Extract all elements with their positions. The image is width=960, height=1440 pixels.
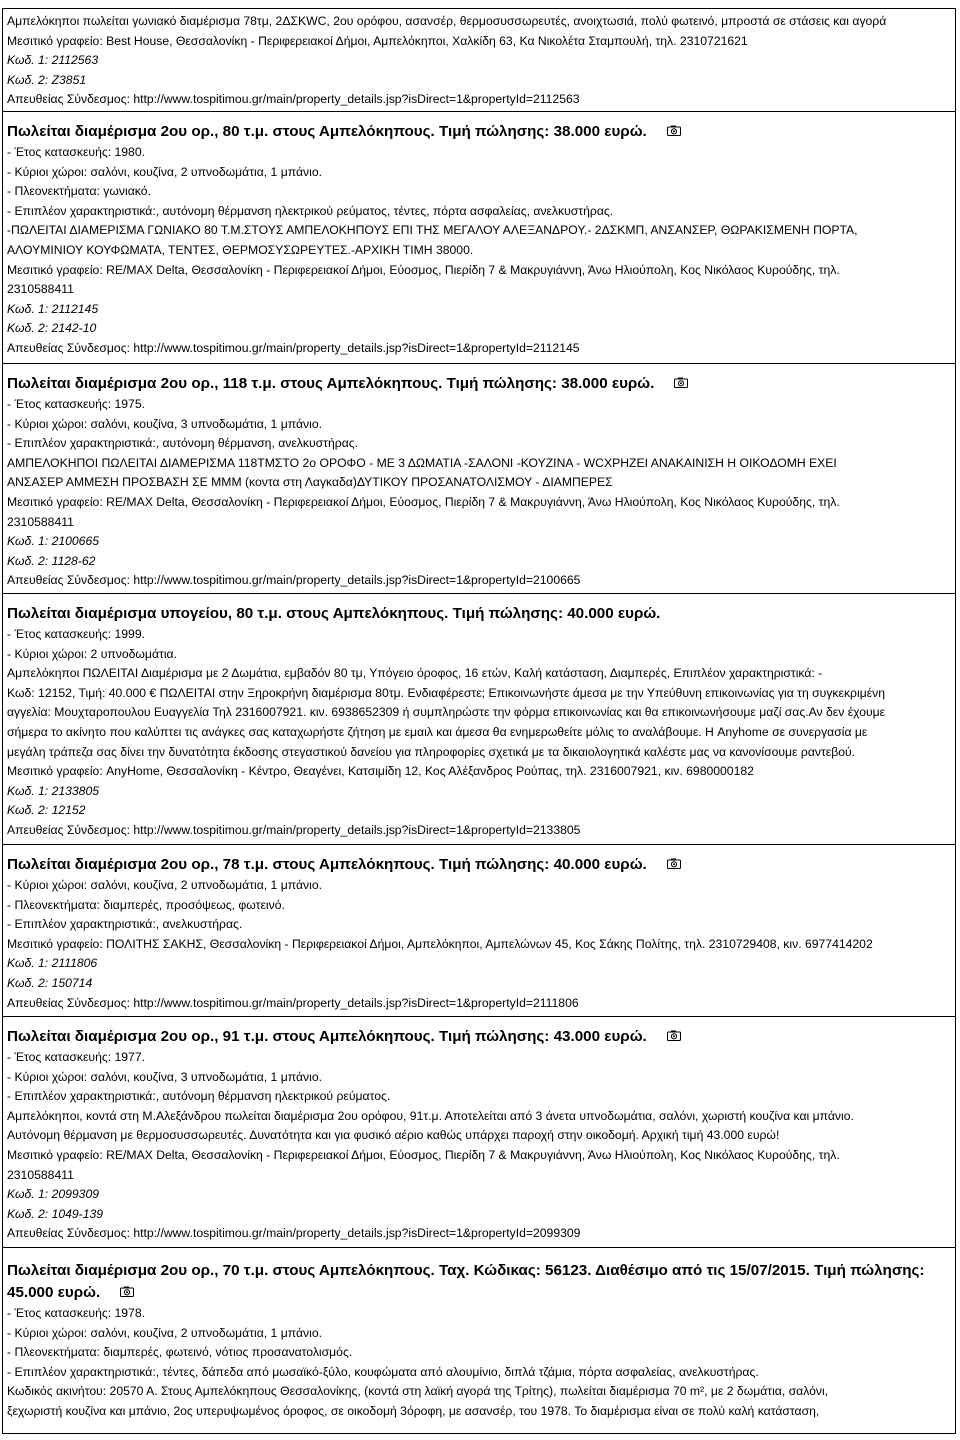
description-line: μεγάλη τράπεζα σας δίνει την δυνατότητα έκδοσης στεγαστικού δανείου για πληροφορίες σχετικά με τα δικαιολογητικά καλέστε μας να κανονίσουμε ραντεβού. xyxy=(7,744,856,759)
detail-line: - Κύριοι χώροι: 2 υπνοδωμάτια. xyxy=(7,646,177,661)
detail-line: - Πλεονεκτήματα: διαμπερές, φωτεινό, νότιος προσανατολισμός. xyxy=(7,1345,353,1360)
direct-link[interactable]: Απευθείας Σύνδεσμος: http://www.tospitimou.gr/main/property_details.jsp?isDirect=1&propertyId=2100665 xyxy=(7,573,581,588)
detail-line: - Επιπλέον χαρακτηριστικά:, ανελκυστήρας. xyxy=(7,917,243,932)
code-2: Κωδ. 2: 2142-10 xyxy=(7,321,97,336)
listing-title-text[interactable]: Πωλείται διαμέρισμα 2ου ορ., 91 τ.μ. στους Αμπελόκηπους. Τιμή πώλησης: 43.000 ευρώ. xyxy=(7,1028,647,1045)
code-1: Κωδ. 1: 2111806 xyxy=(7,956,98,971)
detail-line: - Επιπλέον χαρακτηριστικά:, αυτόνομη θέρμανση ηλεκτρικού ρεύματος, τέντες, πόρτα ασφαλείας, ανελκυστήρας. xyxy=(7,203,614,218)
agency-info: Μεσιτικό γραφείο: Best House, Θεσσαλονίκη - Περιφερειακοί Δήμοι, Αμπελόκηποι, Χαλκίδη 63, Κα Νικολέτα Σταμπουλή, τηλ. 2310721621 xyxy=(7,33,748,48)
listing-title-text[interactable]: Πωλείται διαμέρισμα 2ου ορ., 70 τ.μ. στους Αμπελόκηπους. Ταχ. Κώδικας: 56123. Διαθέσιμο από τις 15/07/2015. Τιμή πώλησης: 45.000 ευρώ. xyxy=(7,1262,925,1301)
code-2: Κωδ. 2: 1049-139 xyxy=(7,1206,104,1221)
detail-line: - Έτος κατασκευής: 1999. xyxy=(7,627,145,641)
agency-info: Μεσιτικό γραφείο: RE/MAX Delta, Θεσσαλονίκη - Περιφερειακοί Δήμοι, Εύοσμος, Πιερίδη 7 & Μακρυγιάννη, Άνω Ηλιούπολη, Κος Νικόλαος Κυρούδης, τηλ. xyxy=(7,262,840,277)
camera-icon[interactable] xyxy=(674,377,688,387)
description-line: αγγελία: Μουχταροπουλου Ευαγγελία Τηλ 2316007921. κιν. 6938652309 ή συμπληρώστε την φόρμα επικοινωνίας και θα επικοινωνήσουμε μαζί σας.Αν δεν έχουμε xyxy=(7,705,886,720)
agency-info: 2310588411 xyxy=(7,1167,74,1182)
detail-line: - Επιπλέον χαρακτηριστικά:, αυτόνομη θέρμανση ηλεκτρικού ρεύματος. xyxy=(7,1089,391,1104)
direct-link[interactable]: Απευθείας Σύνδεσμος: http://www.tospitimou.gr/main/property_details.jsp?isDirect=1&propertyId=2099309 xyxy=(7,1226,581,1241)
direct-link[interactable]: Απευθείας Σύνδεσμος: http://www.tospitimou.gr/main/property_details.jsp?isDirect=1&propertyId=2112563 xyxy=(7,92,580,107)
detail-line: - Έτος κατασκευής: 1977. xyxy=(7,1050,145,1064)
detail-line: - Πλεονεκτήματα: διαμπερές, προσόψεως, φωτεινό. xyxy=(7,897,285,912)
detail-line: - Πλεονεκτήματα: γωνιακό. xyxy=(7,184,151,199)
code-2: Κωδ. 2: 150714 xyxy=(7,975,93,990)
direct-link[interactable]: Απευθείας Σύνδεσμος: http://www.tospitimou.gr/main/property_details.jsp?isDirect=1&propertyId=2111806 xyxy=(7,995,579,1010)
description-line: ΑΜΠΕΛΟΚΗΠΟΙ ΠΩΛΕΙΤΑΙ ΔΙΑΜΕΡΙΣΜΑ 118ΤΜΣΤΟ 2ο ΟΡΟΦΟ - ΜΕ 3 ΔΩΜΑΤΙΑ -ΣΑΛΟΝΙ -ΚΟΥΖΙΝΑ - WCXΡΗΖΕΙ ΑΝΑΚΑΙΝΙΣΗ Η ΟΙΚΟΔΟΜΗ ΕΧΕΙ xyxy=(7,455,837,470)
detail-line: - Κύριοι χώροι: σαλόνι, κουζίνα, 3 υπνοδωμάτια, 1 μπάνιο. xyxy=(7,416,322,431)
direct-link[interactable]: Απευθείας Σύνδεσμος: http://www.tospitimou.gr/main/property_details.jsp?isDirect=1&propertyId=2112145 xyxy=(7,340,580,355)
listing-title-text[interactable]: Πωλείται διαμέρισμα 2ου ορ., 78 τ.μ. στους Αμπελόκηπους. Τιμή πώλησης: 40.000 ευρώ. xyxy=(7,856,647,873)
listing xyxy=(2,112,956,364)
code-2: Κωδ. 2: 1128-62 xyxy=(7,553,96,568)
code-1: Κωδ. 1: 2099309 xyxy=(7,1187,100,1202)
detail-line: - Επιπλέον χαρακτηριστικά:, αυτόνομη θέρμανση, ανελκυστήρας. xyxy=(7,436,359,451)
detail-line: - Έτος κατασκευής: 1978. xyxy=(7,1306,145,1320)
listing-title[interactable] xyxy=(7,603,951,625)
listing xyxy=(2,1248,956,1434)
code-1: Κωδ. 1: 2112563 xyxy=(7,53,99,68)
detail-line: - Κύριοι χώροι: σαλόνι, κουζίνα, 2 υπνοδωμάτια, 1 μπάνιο. xyxy=(7,1325,322,1340)
listing xyxy=(2,8,956,112)
agency-info: Μεσιτικό γραφείο: RE/MAX Delta, Θεσσαλονίκη - Περιφερειακοί Δήμοι, Εύοσμος, Πιερίδη 7 & Μακρυγιάννη, Άνω Ηλιούπολη, Κος Νικόλαος Κυρούδης, τηλ. xyxy=(7,494,840,509)
detail-line: - Έτος κατασκευής: 1975. xyxy=(7,397,145,411)
listing-title-text[interactable]: Πωλείται διαμέρισμα 2ου ορ., 80 τ.μ. στους Αμπελόκηπους. Τιμή πώλησης: 38.000 ευρώ. xyxy=(7,123,647,140)
detail-line: - Κύριοι χώροι: σαλόνι, κουζίνα, 2 υπνοδωμάτια, 1 μπάνιο. xyxy=(7,878,322,892)
description-line: -ΠΩΛΕΙΤΑΙ ΔΙΑΜΕΡΙΣΜΑ ΓΩΝΙΑΚΟ 80 Τ.Μ.ΣΤΟΥΣ ΑΜΠΕΛΟΚΗΠΟΥΣ ΕΠΙ ΤΗΣ ΜΕΓΑΛΟΥ ΑΛΕΞΑΝΔΡΟΥ.- 2ΔΣΚΜΠ, ΑΝΣΑΝΣΕΡ, ΘΩΡΑΚΙΣΜΕΝΗ ΠΟΡΤΑ, xyxy=(7,223,858,238)
code-1: Κωδ. 1: 2100665 xyxy=(7,534,100,549)
agency-info: Μεσιτικό γραφείο: AnyHome, Θεσσαλονίκη - Κέντρο, Θεαγένει, Κατσιμίδη 12, Κος Αλέξανδρος Ρούπας, τηλ. 2316007921, κιν. 6980000182 xyxy=(7,764,754,779)
code-1: Κωδ. 1: 2112145 xyxy=(7,301,99,316)
listing xyxy=(2,845,956,1017)
description-line: Αμπελόκηποι ΠΩΛΕΙΤΑΙ Διαμέρισμα με 2 Δωμάτια, εμβαδόν 80 τμ, Υπόγειο όροφος, 16 ετών, Καλή κατάσταση, Διαμπερές, Επιπλέον χαρακτηριστικά: - xyxy=(7,666,823,681)
camera-icon[interactable] xyxy=(667,125,681,135)
listing xyxy=(2,1017,956,1248)
agency-info: Μεσιτικό γραφείο: RE/MAX Delta, Θεσσαλονίκη - Περιφερειακοί Δήμοι, Εύοσμος, Πιερίδη 7 & Μακρυγιάννη, Άνω Ηλιούπολη, Κος Νικόλαος Κυρούδης, τηλ. xyxy=(7,1147,840,1162)
listing-description: Αμπελόκηποι πωλείται γωνιακό διαμέρισμα 78τμ, 2ΔΣΚWC, 2ου ορόφου, ασανσέρ, θερμοσυσσωρευτές, ανοιχτωσιά, πολύ φωτεινό, μπροστά σε στάσεις και αγορά xyxy=(7,14,887,28)
detail-line: - Έτος κατασκευής: 1980. xyxy=(7,145,145,159)
listing-title-text[interactable]: Πωλείται διαμέρισμα 2ου ορ., 118 τ.μ. στους Αμπελόκηπους. Τιμή πώλησης: 38.000 ευρώ. xyxy=(7,375,655,392)
camera-icon[interactable] xyxy=(667,1030,681,1040)
camera-icon[interactable] xyxy=(667,858,681,868)
listing-title-text[interactable]: Πωλείται διαμέρισμα υπογείου, 80 τ.μ. στους Αμπελόκηπους. Τιμή πώλησης: 40.000 ευρώ. xyxy=(7,605,661,622)
listing-title[interactable] xyxy=(7,1260,951,1304)
code-2: Κωδ. 2: 12152 xyxy=(7,803,86,818)
description-line: ΑΛΟΥΜΙΝΙΟΥ ΚΟΥΦΩΜΑΤΑ, ΤΕΝΤΕΣ, ΘΕΡΜΟΣΥΣΩΡΕΥΤΕΣ.-ΑΡΧΙΚΗ ΤΙΜΗ 38000. xyxy=(7,242,474,257)
listing xyxy=(2,364,956,594)
detail-line: - Κύριοι χώροι: σαλόνι, κουζίνα, 2 υπνοδωμάτια, 1 μπάνιο. xyxy=(7,164,322,179)
agency-info: 2310588411 xyxy=(7,514,74,529)
description-line: Αμπελόκηποι, κοντά στη Μ.Αλεξάνδρου πωλείται διαμέρισμα 2ου ορόφου, 91τ.μ. Αποτελείται από 3 άνετα υπνοδωμάτια, σαλόνι, χωριστή κουζίνα και μπάνιο. xyxy=(7,1108,854,1123)
listing-title[interactable] xyxy=(7,373,951,395)
listing-title[interactable] xyxy=(7,121,951,143)
detail-line: - Κύριοι χώροι: σαλόνι, κουζίνα, 3 υπνοδωμάτια, 1 μπάνιο. xyxy=(7,1069,322,1084)
listing-title[interactable] xyxy=(7,1026,951,1048)
listing xyxy=(2,594,956,845)
description-line: ΑΝΣΑΣΕΡ ΑΜΜΕΣΗ ΠΡΟΣΒΑΣΗ ΣΕ ΜΜΜ (κοντα στη Λαγκαδα)ΔΥΤΙΚΟΥ ΠΡΟΣΑΝΑΤΟΛΙΣΜΟΥ - ΔΙΑΜΠΕΡΕΣ xyxy=(7,475,613,490)
direct-link[interactable]: Απευθείας Σύνδεσμος: http://www.tospitimou.gr/main/property_details.jsp?isDirect=1&propertyId=2133805 xyxy=(7,822,581,837)
camera-icon[interactable] xyxy=(120,1286,134,1296)
code-2: Κωδ. 2: Ζ3851 xyxy=(7,72,87,87)
detail-line: - Επιπλέον χαρακτηριστικά:, τέντες, δάπεδα από μωσαϊκό-ξύλο, κουφώματα από αλουμίνιο, διπλά τζάμια, πόρτα ασφαλείας, ανελκυστήρας. xyxy=(7,1364,759,1379)
description-line: ξεχωριστή κουζίνα και μπάνιο, 2ος υπερυψωμένος όροφος, σε οικοδομή 3όροφη, με ασανσέρ, του 1978. Το διαμέρισμα είναι σε πολύ καλή κατάσταση, xyxy=(7,1403,820,1418)
agency-info: 2310588411 xyxy=(7,282,74,297)
description-line: Αυτόνομη θέρμανση με θερμοσυσσωρευτές. Δυνατότητα και για φυσικό αέριο καθώς υπάρχει παροχή στην οικοδομή. Αρχική τιμή 43.000 ευρώ! xyxy=(7,1128,780,1143)
description-line: σήμερα το ακίνητο που καλύπτει τις ανάγκες σας καταχωρήστε ζήτηση με εμαιλ και άμεσα θα ενημερωθείτε μόλις το αναλάβουμε. Η Anyhome σε συνεργασία με xyxy=(7,724,868,739)
agency-info: Μεσιτικό γραφείο: ΠΟΛΙΤΗΣ ΣΑΚΗΣ, Θεσσαλονίκη - Περιφερειακοί Δήμοι, Αμπελόκηποι, Αμπελώνων 45, Κος Σάκης Πολίτης, τηλ. 2310729408, κιν. 6977414202 xyxy=(7,936,873,951)
description-line: Κωδ: 12152, Τιμή: 40.000 € ΠΩΛΕΙΤΑΙ στην Ξηροκρήνη διαμέρισμα 80τμ. Ενδιαφέρεστε; Επικοινωνήστε άμεσα με την Υπεύθυνη επικοινωνίας για τη συγκεκριμένη xyxy=(7,685,886,700)
description-line: Κωδικός ακινήτου: 20570 Α. Στους Αμπελόκηπους Θεσσαλονίκης, (κοντά στη λαϊκή αγορά της Τρίτης), πωλείται διαμέρισμα 70 m², με 2 δωμάτια, σαλόνι, xyxy=(7,1384,829,1399)
code-1: Κωδ. 1: 2133805 xyxy=(7,783,100,798)
listing-title[interactable] xyxy=(7,854,951,876)
